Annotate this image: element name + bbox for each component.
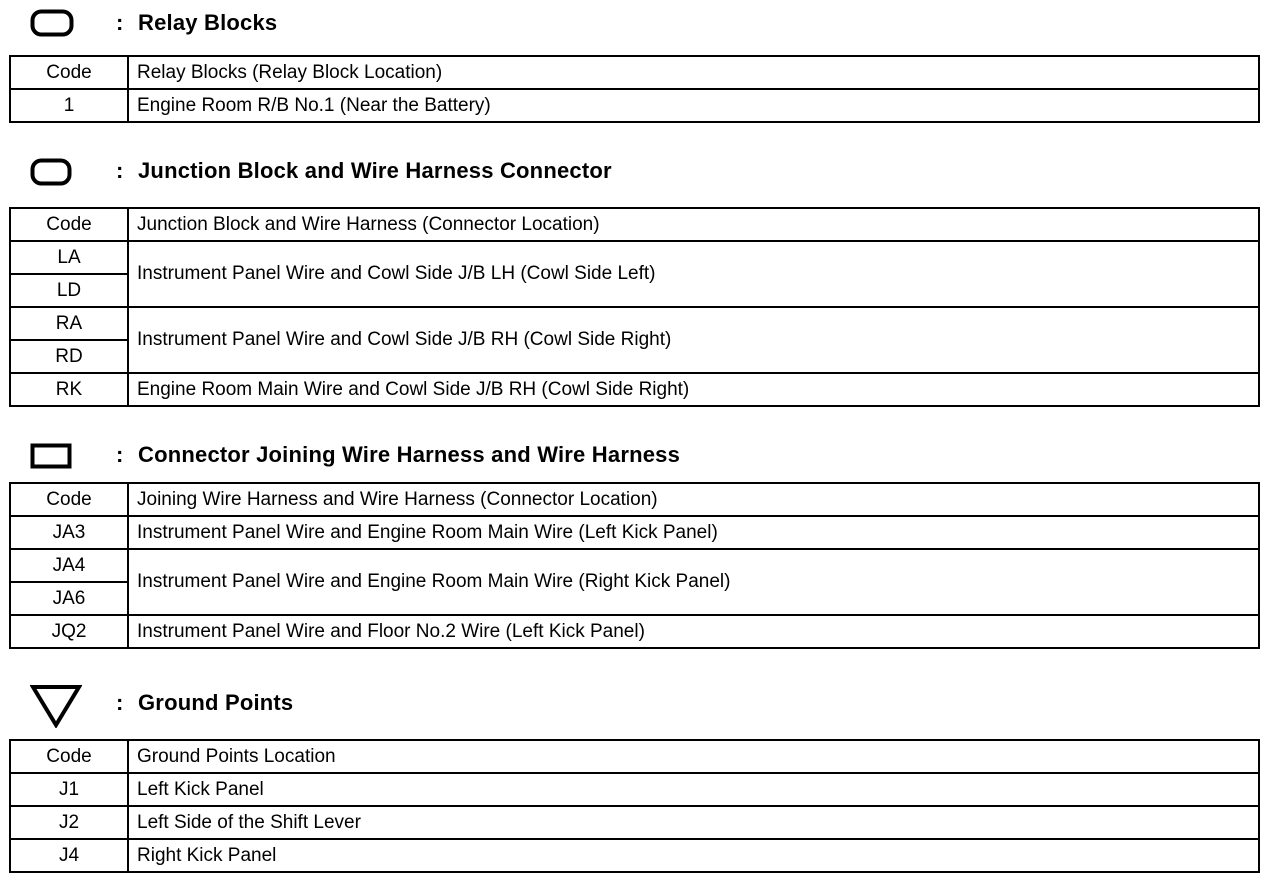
code-cell: JQ2	[10, 615, 128, 648]
code-table	[9, 55, 1260, 123]
code-cell: RD	[10, 340, 128, 373]
heading-colon: :	[116, 10, 124, 35]
code-cell: JA4	[10, 549, 128, 582]
section-title: Relay Blocks	[138, 10, 278, 35]
table-row	[10, 839, 1259, 872]
code-header: Code	[10, 208, 128, 241]
code-cell: LD	[10, 274, 128, 307]
location-header: Junction Block and Wire Harness (Connector Location)	[128, 208, 1259, 241]
rounded-rect-icon	[30, 9, 74, 42]
rounded-rect-icon	[30, 158, 72, 191]
location-cell: Instrument Panel Wire and Engine Room Main Wire (Right Kick Panel)	[128, 549, 1259, 615]
table-row	[10, 373, 1259, 406]
heading-colon: :	[116, 442, 124, 467]
section-title: Connector Joining Wire Harness and Wire Harness	[138, 442, 681, 467]
code-header: Code	[10, 740, 128, 773]
section-title: Ground Points	[138, 690, 294, 715]
location-cell: Instrument Panel Wire and Cowl Side J/B RH (Cowl Side Right)	[128, 307, 1259, 373]
location-header: Ground Points Location	[128, 740, 1259, 773]
code-table	[9, 207, 1260, 407]
section-title: Junction Block and Wire Harness Connector	[138, 158, 612, 183]
table-row	[10, 615, 1259, 648]
table-row	[10, 773, 1259, 806]
heading-colon: :	[116, 158, 124, 183]
table-header-row	[10, 208, 1259, 241]
code-cell: RK	[10, 373, 128, 406]
location-cell: Instrument Panel Wire and Floor No.2 Wire (Left Kick Panel)	[128, 615, 1259, 648]
code-table	[9, 482, 1260, 649]
table-row	[10, 806, 1259, 839]
rectangle-icon	[30, 443, 72, 474]
table-row	[10, 516, 1259, 549]
location-cell: Instrument Panel Wire and Cowl Side J/B LH (Cowl Side Left)	[128, 241, 1259, 307]
table-header-row	[10, 56, 1259, 89]
table-row	[10, 549, 1259, 582]
heading-colon: :	[116, 690, 124, 715]
code-cell: J4	[10, 839, 128, 872]
location-cell: Left Side of the Shift Lever	[128, 806, 1259, 839]
location-cell: Right Kick Panel	[128, 839, 1259, 872]
code-cell: JA3	[10, 516, 128, 549]
code-cell: LA	[10, 241, 128, 274]
location-cell: Engine Room Main Wire and Cowl Side J/B RH (Cowl Side Right)	[128, 373, 1259, 406]
table-row	[10, 241, 1259, 274]
triangle-down-icon	[30, 684, 82, 733]
location-cell: Engine Room R/B No.1 (Near the Battery)	[128, 89, 1259, 122]
table-row	[10, 89, 1259, 122]
code-cell: JA6	[10, 582, 128, 615]
location-cell: Left Kick Panel	[128, 773, 1259, 806]
table-row	[10, 307, 1259, 340]
table-header-row	[10, 483, 1259, 516]
location-header: Joining Wire Harness and Wire Harness (Connector Location)	[128, 483, 1259, 516]
location-header: Relay Blocks (Relay Block Location)	[128, 56, 1259, 89]
code-cell: 1	[10, 89, 128, 122]
code-cell: J2	[10, 806, 128, 839]
code-header: Code	[10, 483, 128, 516]
location-cell: Instrument Panel Wire and Engine Room Main Wire (Left Kick Panel)	[128, 516, 1259, 549]
table-header-row	[10, 740, 1259, 773]
code-cell: J1	[10, 773, 128, 806]
code-header: Code	[10, 56, 128, 89]
code-cell: RA	[10, 307, 128, 340]
code-table	[9, 739, 1260, 873]
